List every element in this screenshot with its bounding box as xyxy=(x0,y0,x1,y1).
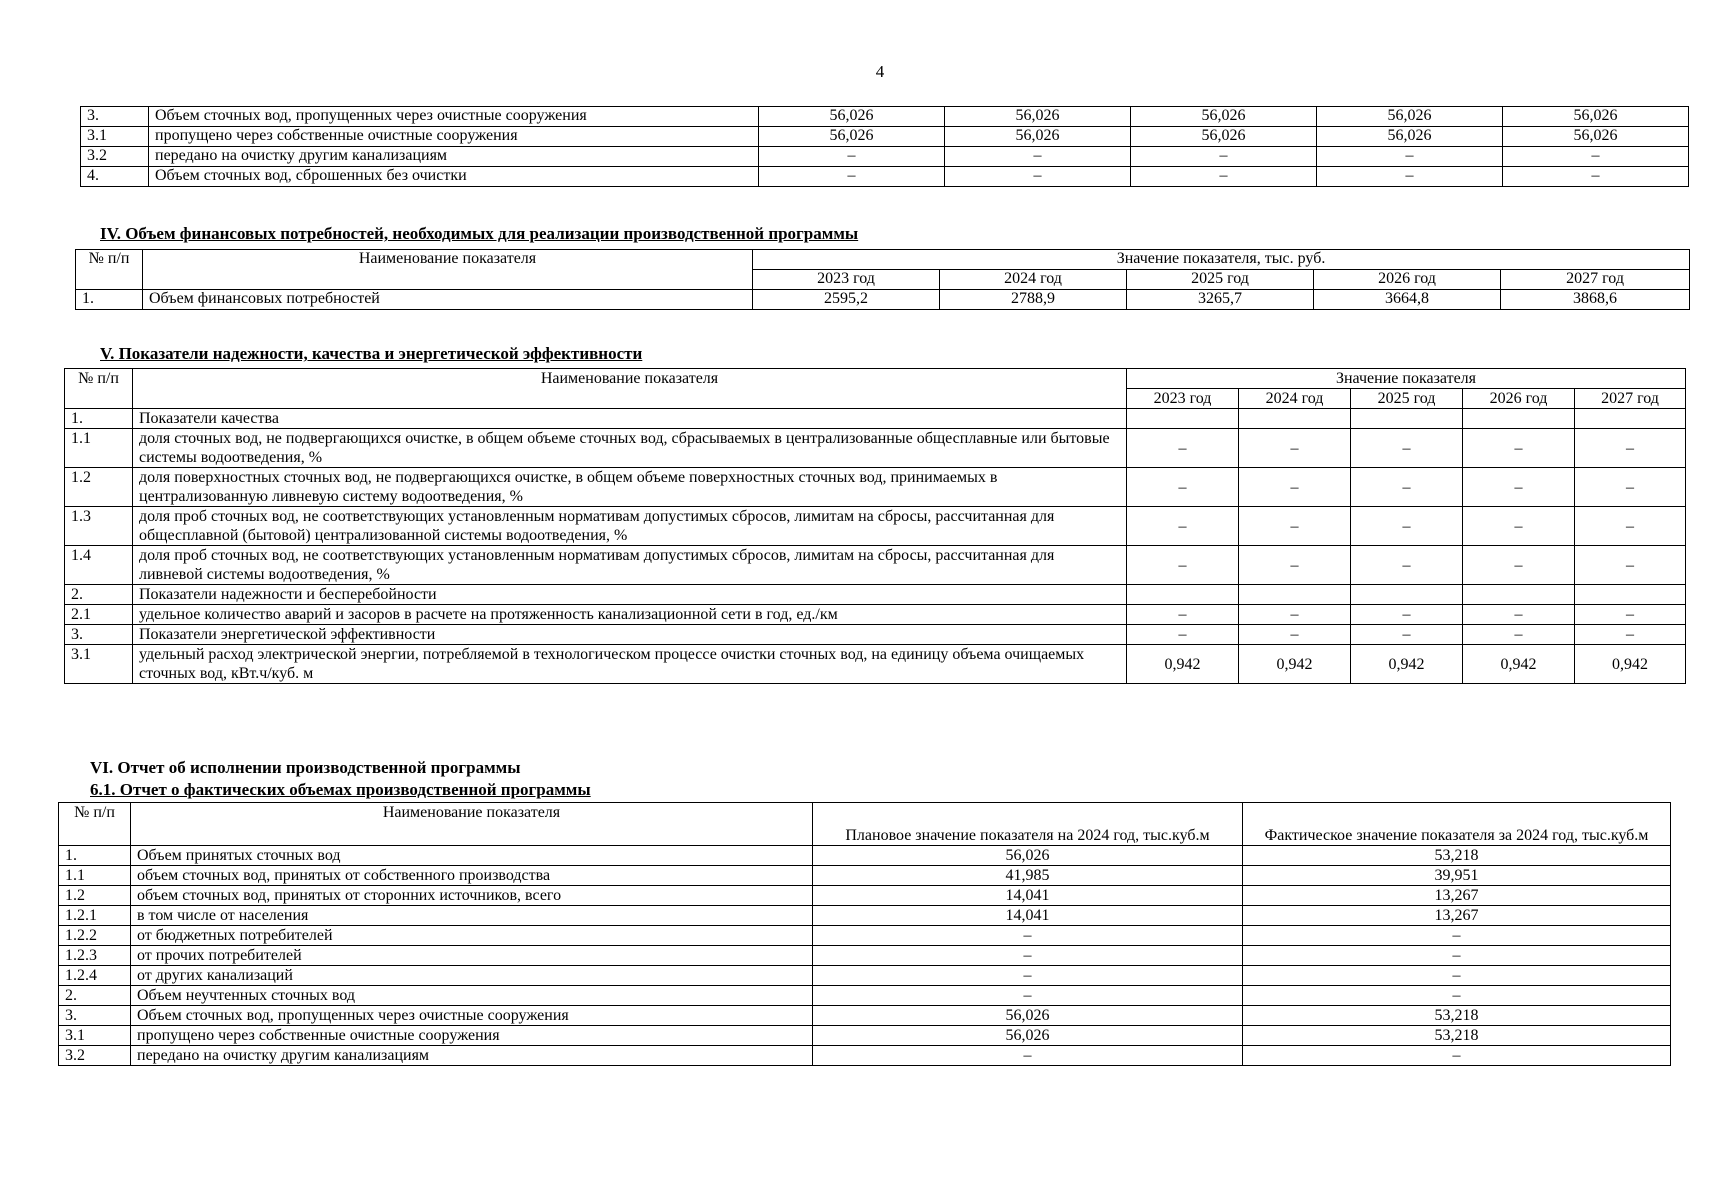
row-value: 0,942 xyxy=(1127,645,1239,684)
row-fact-value: – xyxy=(1243,946,1671,966)
row-value: – xyxy=(1463,546,1575,585)
row-value: – xyxy=(1127,625,1239,645)
row-name: объем сточных вод, принятых от собственного производства xyxy=(131,866,813,886)
row-value: – xyxy=(1463,605,1575,625)
table-row xyxy=(59,846,1671,866)
row-value: – xyxy=(759,167,945,187)
row-value: – xyxy=(1351,625,1463,645)
col-num-header: № п/п xyxy=(59,803,131,846)
year-header: 2027 год xyxy=(1575,389,1686,409)
table-row xyxy=(65,468,1686,507)
row-name: в том числе от населения xyxy=(131,906,813,926)
row-name: доля поверхностных сточных вод, не подвергающихся очистке, в общем объеме поверхностных сточных вод, принимаемых в централизованную ливневую систему водоотведения, % xyxy=(133,468,1127,507)
row-value: 0,942 xyxy=(1575,645,1686,684)
row-value: – xyxy=(1463,507,1575,546)
row-fact-value: – xyxy=(1243,966,1671,986)
row-value: – xyxy=(1463,625,1575,645)
row-value: 2595,2 xyxy=(753,290,940,310)
financial-needs-table xyxy=(75,249,1690,310)
row-value: – xyxy=(1239,546,1351,585)
row-number: 2. xyxy=(59,986,131,1006)
row-value: – xyxy=(1575,546,1686,585)
row-value: – xyxy=(1575,507,1686,546)
row-value xyxy=(1127,585,1239,605)
year-header: 2026 год xyxy=(1463,389,1575,409)
row-name: Объем неучтенных сточных вод xyxy=(131,986,813,1006)
table-row xyxy=(65,605,1686,625)
row-value: 56,026 xyxy=(945,107,1131,127)
row-value xyxy=(1351,585,1463,605)
row-number: 1. xyxy=(65,409,133,429)
row-name: пропущено через собственные очистные сооружения xyxy=(149,127,759,147)
row-value: – xyxy=(1131,147,1317,167)
row-number: 3.1 xyxy=(59,1026,131,1046)
row-name: доля проб сточных вод, не соответствующих установленным нормативам допустимых сбросов, лимитам на сбросы, рассчитанная для ливневой системы водоотведения, % xyxy=(133,546,1127,585)
row-plan-value: – xyxy=(813,946,1243,966)
row-value: 3265,7 xyxy=(1127,290,1314,310)
row-name: доля проб сточных вод, не соответствующих установленным нормативам допустимых сбросов, лимитам на сбросы, рассчитанная для общесплавной (бытовой) централизованной системы водоотведения, % xyxy=(133,507,1127,546)
row-fact-value: 13,267 xyxy=(1243,886,1671,906)
col-num-header: № п/п xyxy=(76,250,143,290)
row-fact-value: 13,267 xyxy=(1243,906,1671,926)
row-name: от прочих потребителей xyxy=(131,946,813,966)
row-value: 56,026 xyxy=(759,107,945,127)
row-name: Объем сточных вод, пропущенных через очистные сооружения xyxy=(149,107,759,127)
actual-volumes-table xyxy=(58,802,1671,1066)
col-fact-header: Фактическое значение показателя за 2024 год, тыс.куб.м xyxy=(1243,803,1671,846)
row-value: 56,026 xyxy=(1317,127,1503,147)
table-row xyxy=(59,966,1671,986)
row-plan-value: 56,026 xyxy=(813,1006,1243,1026)
row-fact-value: 53,218 xyxy=(1243,846,1671,866)
row-value: 3868,6 xyxy=(1501,290,1690,310)
row-fact-value: 53,218 xyxy=(1243,1006,1671,1026)
row-value: 56,026 xyxy=(1131,107,1317,127)
col-num-header: № п/п xyxy=(65,369,133,409)
row-value: – xyxy=(1239,507,1351,546)
row-name: Объем финансовых потребностей xyxy=(143,290,753,310)
row-number: 1.3 xyxy=(65,507,133,546)
table-row xyxy=(59,1026,1671,1046)
row-number: 1.1 xyxy=(59,866,131,886)
row-value: – xyxy=(1127,507,1239,546)
table-row xyxy=(59,986,1671,1006)
year-header: 2025 год xyxy=(1351,389,1463,409)
row-name: передано на очистку другим канализациям xyxy=(149,147,759,167)
row-value xyxy=(1575,409,1686,429)
row-number: 3.1 xyxy=(81,127,149,147)
page-number: 4 xyxy=(875,62,885,81)
row-value xyxy=(1239,409,1351,429)
table-row xyxy=(65,625,1686,645)
row-number: 3.2 xyxy=(81,147,149,167)
row-name: пропущено через собственные очистные сооружения xyxy=(131,1026,813,1046)
section-6-title: VI. Отчет об исполнении производственной программы xyxy=(90,758,521,777)
row-value: – xyxy=(1503,147,1689,167)
table-row xyxy=(65,546,1686,585)
row-number: 1. xyxy=(76,290,143,310)
row-value: – xyxy=(945,167,1131,187)
row-value: 0,942 xyxy=(1463,645,1575,684)
row-value xyxy=(1463,585,1575,605)
row-value: 56,026 xyxy=(1131,127,1317,147)
row-value: 56,026 xyxy=(1503,107,1689,127)
row-plan-value: – xyxy=(813,966,1243,986)
col-value-header: Значение показателя xyxy=(1127,369,1686,389)
row-value: 3664,8 xyxy=(1314,290,1501,310)
row-value: – xyxy=(1575,605,1686,625)
col-name-header: Наименование показателя xyxy=(131,803,813,846)
row-fact-value: – xyxy=(1243,1046,1671,1066)
row-number: 3.2 xyxy=(59,1046,131,1066)
row-name: Показатели надежности и бесперебойности xyxy=(133,585,1127,605)
table-row xyxy=(76,290,1690,310)
year-header: 2027 год xyxy=(1501,270,1690,290)
row-value: 56,026 xyxy=(1503,127,1689,147)
row-value xyxy=(1239,585,1351,605)
row-name: удельный расход электрической энергии, потребляемой в технологическом процессе очистки сточных вод, на единицу объема очищаемых сточных вод, кВт.ч/куб. м xyxy=(133,645,1127,684)
table-row xyxy=(65,585,1686,605)
row-plan-value: 41,985 xyxy=(813,866,1243,886)
row-value xyxy=(1575,585,1686,605)
row-value xyxy=(1351,409,1463,429)
row-fact-value: 53,218 xyxy=(1243,1026,1671,1046)
row-number: 1.2.1 xyxy=(59,906,131,926)
row-fact-value: 39,951 xyxy=(1243,866,1671,886)
row-number: 1.2 xyxy=(65,468,133,507)
row-name: от бюджетных потребителей xyxy=(131,926,813,946)
row-number: 1.2 xyxy=(59,886,131,906)
year-header: 2024 год xyxy=(940,270,1127,290)
row-value: – xyxy=(1239,605,1351,625)
col-value-header: Значение показателя, тыс. руб. xyxy=(753,250,1690,270)
row-value: – xyxy=(1131,167,1317,187)
row-number: 3. xyxy=(81,107,149,127)
row-value: – xyxy=(1127,605,1239,625)
row-plan-value: – xyxy=(813,986,1243,1006)
row-name: доля сточных вод, не подвергающихся очистке, в общем объеме сточных вод, сбрасываемых в централизованные общесплавные или бытовые системы водоотведения, % xyxy=(133,429,1127,468)
row-value: – xyxy=(1317,167,1503,187)
row-number: 4. xyxy=(81,167,149,187)
row-value: – xyxy=(1351,546,1463,585)
row-value: 56,026 xyxy=(945,127,1131,147)
row-name: удельное количество аварий и засоров в расчете на протяженность канализационной сети в год, ед./км xyxy=(133,605,1127,625)
row-name: от других канализаций xyxy=(131,966,813,986)
row-number: 2. xyxy=(65,585,133,605)
row-name: Объем сточных вод, сброшенных без очистки xyxy=(149,167,759,187)
table-row xyxy=(81,167,1689,187)
table-row xyxy=(59,1006,1671,1026)
row-value xyxy=(1463,409,1575,429)
col-name-header: Наименование показателя xyxy=(143,250,753,290)
row-value: – xyxy=(1239,429,1351,468)
row-number: 1.4 xyxy=(65,546,133,585)
row-fact-value: – xyxy=(1243,986,1671,1006)
row-plan-value: 56,026 xyxy=(813,1026,1243,1046)
row-plan-value: – xyxy=(813,1046,1243,1066)
col-plan-header: Плановое значение показателя на 2024 год, тыс.куб.м xyxy=(813,803,1243,846)
table-row xyxy=(65,645,1686,684)
row-value: 2788,9 xyxy=(940,290,1127,310)
row-value: – xyxy=(1575,468,1686,507)
table-row xyxy=(65,507,1686,546)
table-row xyxy=(65,409,1686,429)
row-plan-value: 14,041 xyxy=(813,906,1243,926)
row-value: – xyxy=(1239,625,1351,645)
row-value: 0,942 xyxy=(1351,645,1463,684)
table-row xyxy=(81,127,1689,147)
row-value: – xyxy=(1127,429,1239,468)
year-header: 2025 год xyxy=(1127,270,1314,290)
year-header: 2023 год xyxy=(753,270,940,290)
row-name: Объем сточных вод, пропущенных через очистные сооружения xyxy=(131,1006,813,1026)
row-fact-value: – xyxy=(1243,926,1671,946)
row-value: – xyxy=(1575,429,1686,468)
row-value: 0,942 xyxy=(1239,645,1351,684)
row-value: – xyxy=(1503,167,1689,187)
row-value: – xyxy=(1463,468,1575,507)
row-name: передано на очистку другим канализациям xyxy=(131,1046,813,1066)
table-row xyxy=(59,866,1671,886)
row-value: – xyxy=(759,147,945,167)
row-plan-value: 14,041 xyxy=(813,886,1243,906)
row-value: – xyxy=(1127,546,1239,585)
row-number: 3. xyxy=(59,1006,131,1026)
row-value: – xyxy=(1239,468,1351,507)
row-name: Объем принятых сточных вод xyxy=(131,846,813,866)
table-row xyxy=(59,926,1671,946)
row-value: – xyxy=(1351,507,1463,546)
row-value: – xyxy=(1127,468,1239,507)
section-6-1-subtitle: 6.1. Отчет о фактических объемах производственной программы xyxy=(90,780,591,799)
row-number: 1.2.2 xyxy=(59,926,131,946)
table-row xyxy=(59,946,1671,966)
row-name: Показатели качества xyxy=(133,409,1127,429)
table-row xyxy=(65,429,1686,468)
row-plan-value: – xyxy=(813,926,1243,946)
row-value: – xyxy=(945,147,1131,167)
col-name-header: Наименование показателя xyxy=(133,369,1127,409)
row-name: объем сточных вод, принятых от сторонних источников, всего xyxy=(131,886,813,906)
row-value: – xyxy=(1351,468,1463,507)
table-row xyxy=(81,107,1689,127)
row-value: 56,026 xyxy=(759,127,945,147)
row-name: Показатели энергетической эффективности xyxy=(133,625,1127,645)
row-number: 1.2.4 xyxy=(59,966,131,986)
row-value: – xyxy=(1463,429,1575,468)
row-number: 3. xyxy=(65,625,133,645)
row-value: 56,026 xyxy=(1317,107,1503,127)
year-header: 2026 год xyxy=(1314,270,1501,290)
reliability-indicators-table xyxy=(64,368,1686,684)
table-row xyxy=(59,886,1671,906)
volumes-continuation-table xyxy=(80,106,1689,187)
section-5-title: V. Показатели надежности, качества и энергетической эффективности xyxy=(100,344,643,363)
row-value: – xyxy=(1351,605,1463,625)
section-4-title: IV. Объем финансовых потребностей, необходимых для реализации производственной программы xyxy=(100,224,859,243)
row-value: – xyxy=(1575,625,1686,645)
row-number: 1. xyxy=(59,846,131,866)
row-value: – xyxy=(1317,147,1503,167)
year-header: 2023 год xyxy=(1127,389,1239,409)
row-plan-value: 56,026 xyxy=(813,846,1243,866)
table-row xyxy=(59,1046,1671,1066)
row-number: 1.1 xyxy=(65,429,133,468)
table-row xyxy=(81,147,1689,167)
year-header: 2024 год xyxy=(1239,389,1351,409)
row-value xyxy=(1127,409,1239,429)
row-number: 2.1 xyxy=(65,605,133,625)
row-number: 3.1 xyxy=(65,645,133,684)
row-value: – xyxy=(1351,429,1463,468)
table-row xyxy=(59,906,1671,926)
row-number: 1.2.3 xyxy=(59,946,131,966)
